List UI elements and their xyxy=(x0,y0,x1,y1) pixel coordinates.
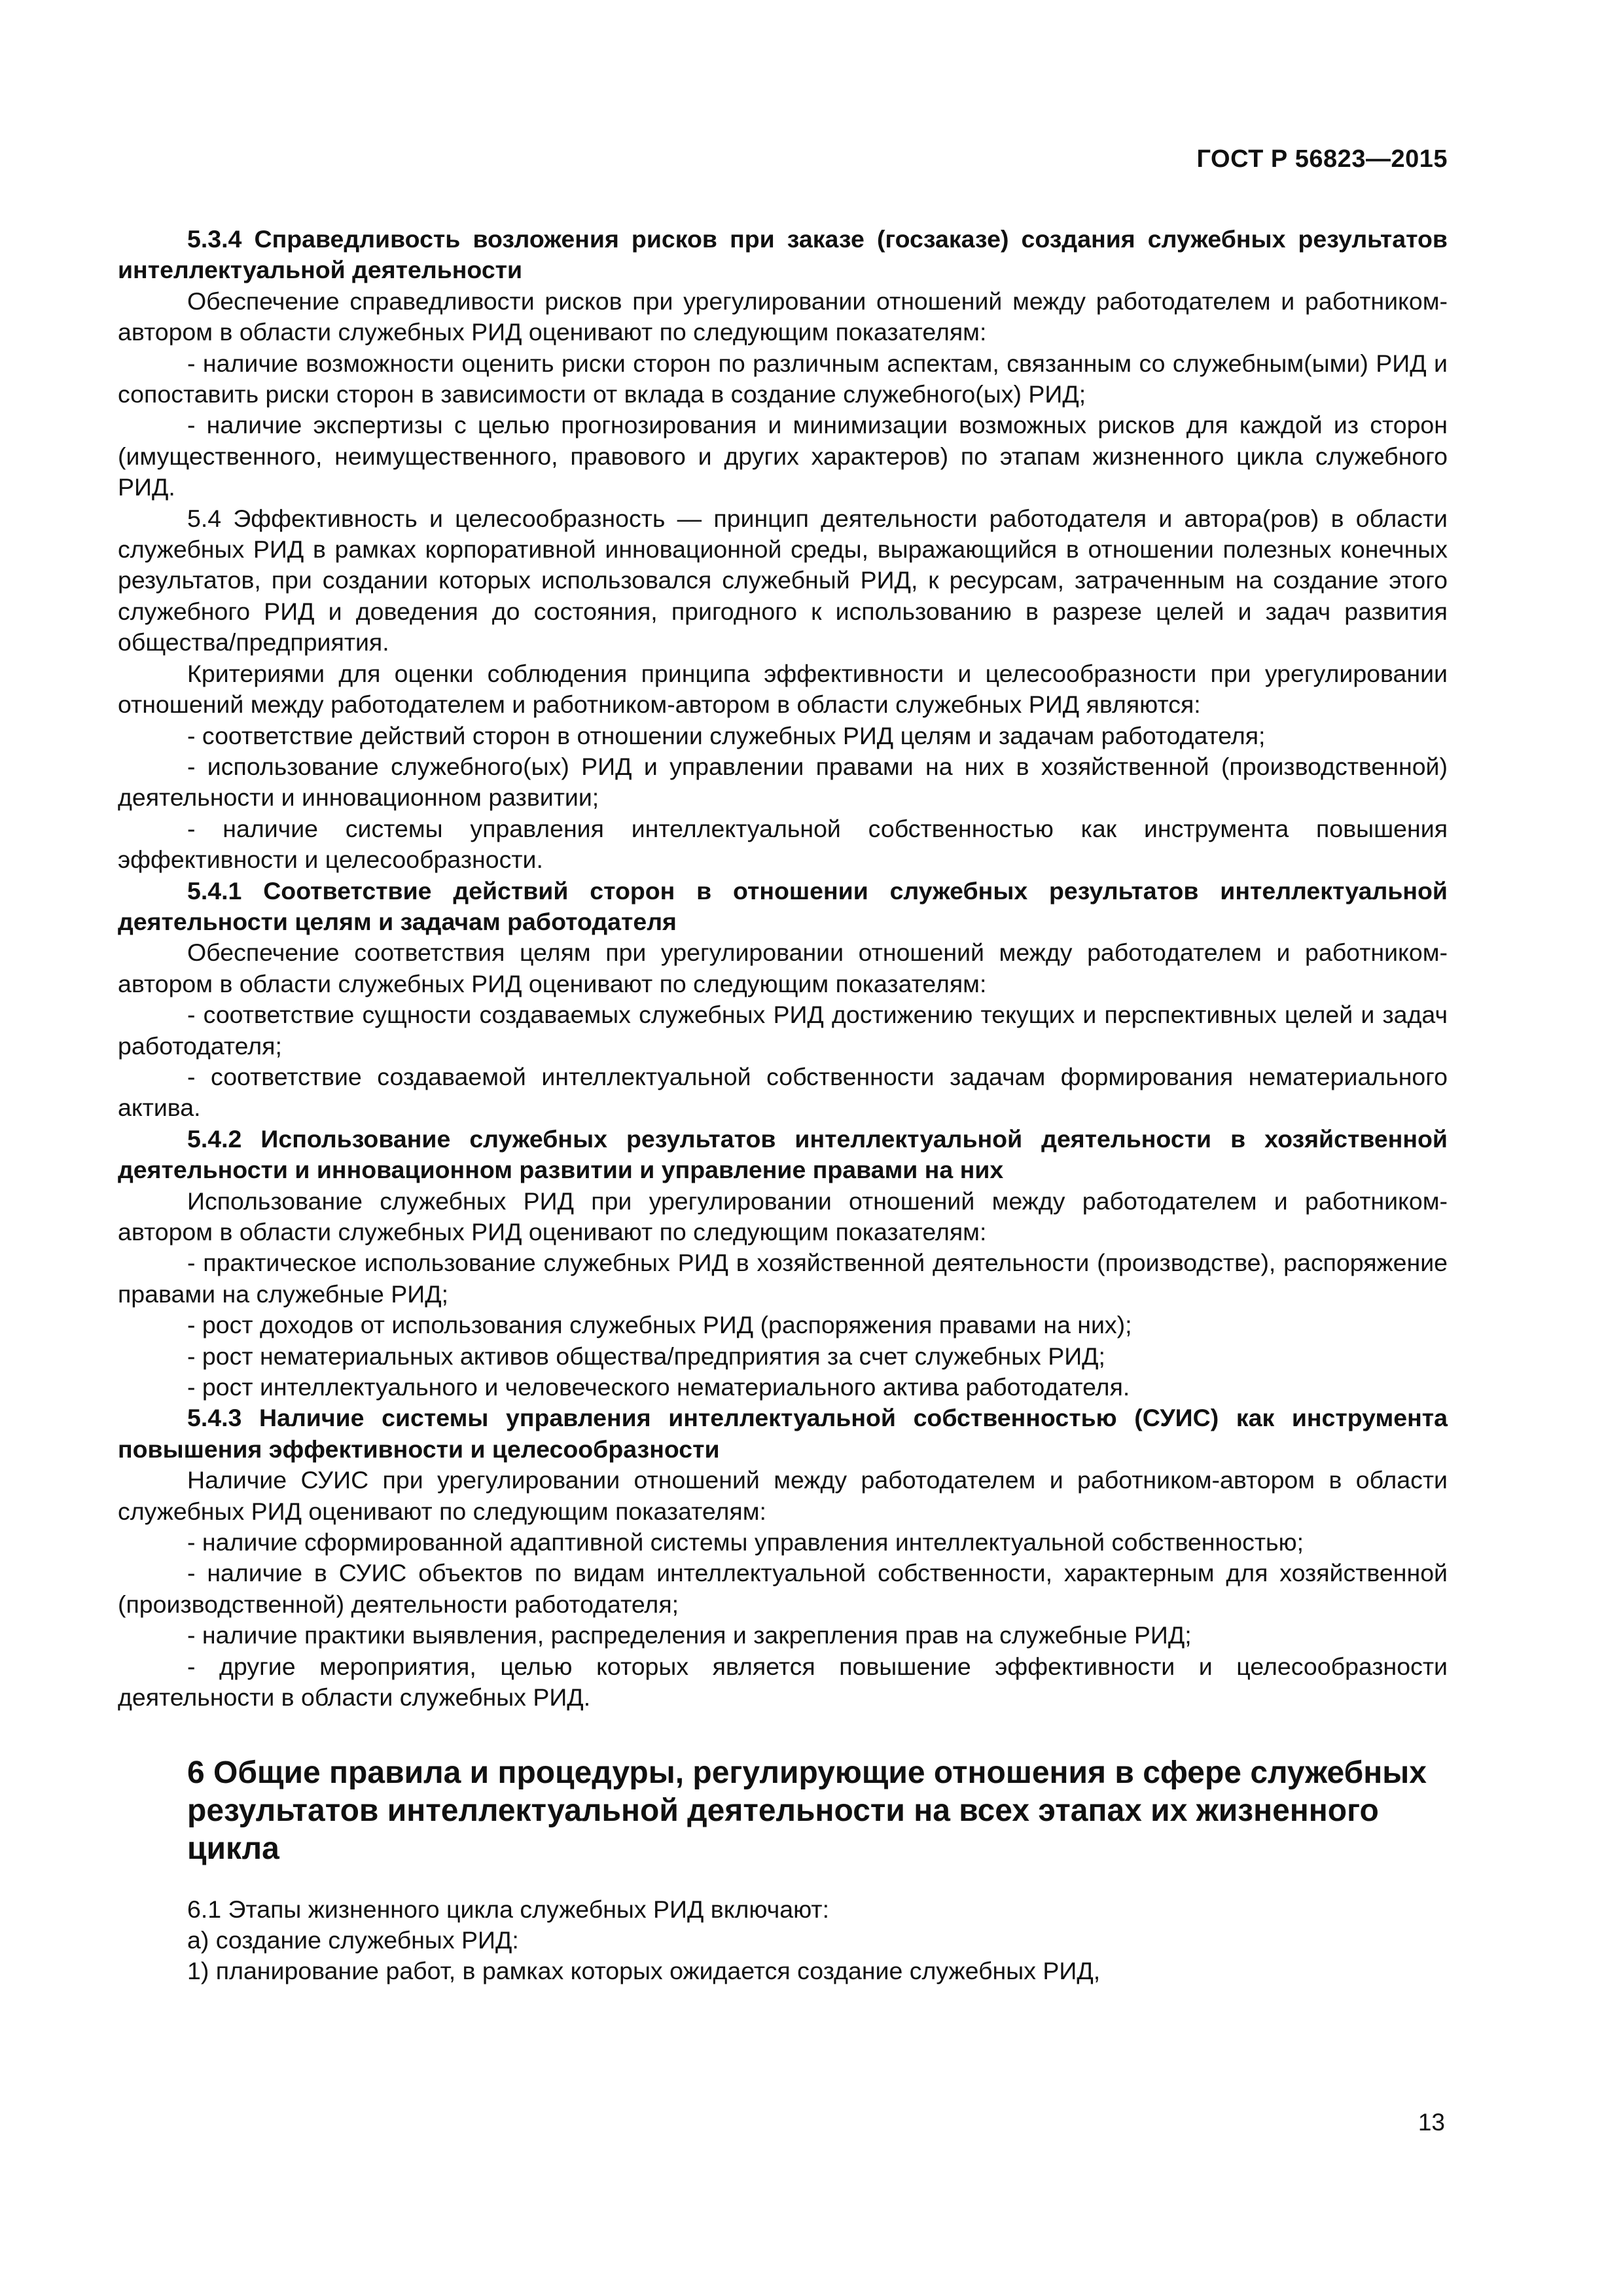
list-item: - соответствие сущности создаваемых служебных РИД достижению текущих и перспективных целей и задач работодателя; xyxy=(118,1001,1448,1060)
paragraph: Наличие СУИС при урегулировании отношений между работодателем и работником-автором в области служебных РИД оценивают по следующим показателям: xyxy=(118,1466,1448,1525)
section-6-title: 6 Общие правила и процедуры, регулирующие отношения в сфере служебных результатов интеллектуальной деятельности на всех этапах их жизненного цикла xyxy=(187,1755,1427,1866)
list-item: - наличие системы управления интеллектуальной собственностью как инструмента повышения эффективности и целесообразности. xyxy=(118,814,1448,874)
heading-5-3-4: 5.3.4 Справедливость возложения рисков при заказе (госзаказе) создания служебных результатов интеллектуальной деятельности xyxy=(118,225,1448,284)
document-body xyxy=(118,224,1448,1987)
list-item: - рост нематериальных активов общества/предприятия за счет служебных РИД; xyxy=(187,1342,1105,1370)
page-number: 13 xyxy=(1418,2109,1445,2136)
list-item: - соответствие создаваемой интеллектуальной собственности задачам формирования нематериального актива. xyxy=(118,1062,1448,1122)
heading-5-4-3: 5.4.3 Наличие системы управления интеллектуальной собственностью (СУИС) как инструмента повышения эффективности и целесообразности xyxy=(118,1404,1448,1463)
paragraph-6-1: 6.1 Этапы жизненного цикла служебных РИД включают: xyxy=(187,1895,830,1923)
list-item: а) создание служебных РИД: xyxy=(187,1926,519,1954)
list-item: - рост доходов от использования служебных РИД (распоряжения правами на них); xyxy=(187,1311,1132,1339)
list-item: - использование служебного(ых) РИД и управлении правами на них в хозяйственной (производственной) деятельности и инновационном развитии; xyxy=(118,752,1448,812)
heading-5-4-1: 5.4.1 Соответствие действий сторон в отношении служебных результатов интеллектуальной деятельности целям и задачам работодателя xyxy=(118,876,1448,935)
list-item: - практическое использование служебных РИД в хозяйственной деятельности (производстве), распоряжение правами на служебные РИД; xyxy=(118,1249,1448,1308)
list-item: - наличие возможности оценить риски сторон по различным аспектам, связанным со служебным(ыми) РИД и сопоставить риски сторон в зависимости от вклада в создание служебного(ых) РИД; xyxy=(118,349,1448,408)
standard-code: ГОСТ Р 56823—2015 xyxy=(1196,145,1448,173)
list-item: - наличие экспертизы с целью прогнозирования и минимизации возможных рисков для каждой из сторон (имущественного, неимущественного, правового и других характеров) по этапам жизненного цикла служебного РИД. xyxy=(118,411,1448,501)
list-item: 1) планирование работ, в рамках которых ожидается создание служебных РИД, xyxy=(187,1957,1101,1985)
paragraph: Обеспечение справедливости рисков при урегулировании отношений между работодателем и работником-автором в области служебных РИД оценивают по следующим показателям: xyxy=(118,287,1448,346)
list-item: - наличие практики выявления, распределения и закрепления прав на служебные РИД; xyxy=(187,1621,1192,1649)
list-item: - наличие сформированной адаптивной системы управления интеллектуальной собственностью; xyxy=(187,1528,1304,1556)
paragraph-5-4: 5.4 Эффективность и целесообразность — принцип деятельности работодателя и автора(ров) в области служебных РИД в рамках корпоративной инновационной среды, выражающийся в отношении полезных конечных результатов, при создании которых использовался служебный РИД, к ресурсам, затраченным на создание этого служебного РИД и доведения до состояния, пригодного к использованию в разрезе целей и задач развития общества/предприятия. xyxy=(118,504,1448,656)
heading-5-4-2: 5.4.2 Использование служебных результатов интеллектуальной деятельности в хозяйственной деятельности и инновационном развитии и управление правами на них xyxy=(118,1124,1448,1184)
paragraph: Обеспечение соответствия целям при урегулировании отношений между работодателем и работником-автором в области служебных РИД оценивают по следующим показателям: xyxy=(118,939,1448,997)
paragraph: Критериями для оценки соблюдения принципа эффективности и целесообразности при урегулировании отношений между работодателем и работником-автором в области служебных РИД являются: xyxy=(118,659,1448,719)
list-item: - рост интеллектуального и человеческого нематериального актива работодателя. xyxy=(187,1373,1130,1401)
list-item: - наличие в СУИС объектов по видам интеллектуальной собственности, характерным для хозяйственной (производственной) деятельности работодателя; xyxy=(118,1559,1448,1618)
paragraph: Использование служебных РИД при урегулировании отношений между работодателем и работником-автором в области служебных РИД оценивают по следующим показателям: xyxy=(118,1187,1448,1246)
list-item: - соответствие действий сторон в отношении служебных РИД целям и задачам работодателя; xyxy=(187,721,1266,749)
list-item: - другие мероприятия, целью которых является повышение эффективности и целесообразности деятельности в области служебных РИД. xyxy=(118,1652,1448,1712)
